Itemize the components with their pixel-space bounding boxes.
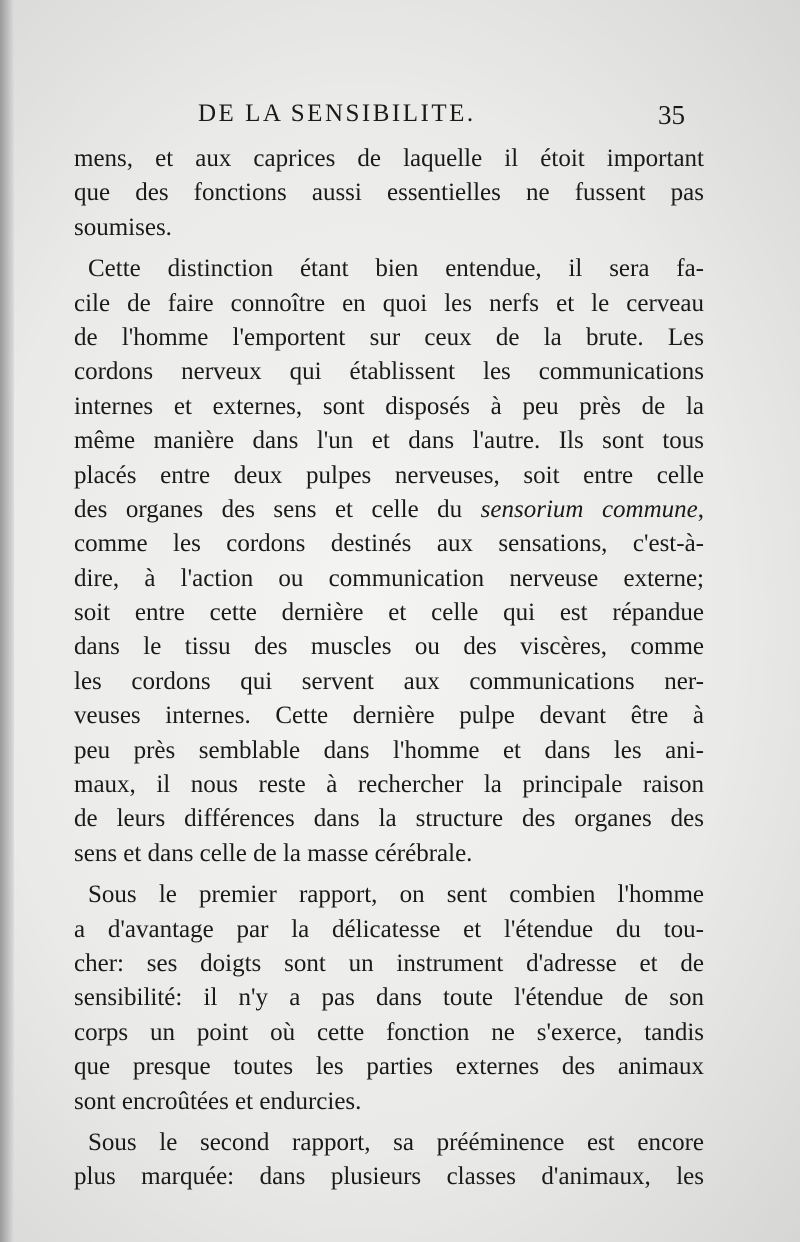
text-line: dans le tissu des muscles ou des viscères, comme (74, 633, 704, 661)
text-line: que des fonctions aussi essentielles ne fussent pas (74, 179, 704, 207)
text-line: dire, à l'action ou communication nerveuse externe; (74, 564, 704, 592)
text-line: comme les cordons destinés aux sensations, c'est-à- (74, 530, 704, 558)
text-line: mens, et aux caprices de laquelle il étoit important (74, 145, 704, 172)
text-line: Sous le premier rapport, on sent combien l'homme (88, 881, 704, 909)
text-line: veuses internes. Cette dernière pulpe devant être à (74, 702, 704, 730)
text-line-with-italic (74, 493, 704, 527)
text-line: Sous le second rapport, sa prééminence est encore (88, 1128, 704, 1156)
paragraph-3 (74, 878, 704, 1119)
text-line: que presque toutes les parties externes des animaux (74, 1053, 704, 1081)
text-line: cher: ses doigts sont un instrument d'adresse et de (74, 949, 704, 977)
text-line: Cette distinction étant bien entendue, il sera fa- (88, 255, 704, 283)
running-head-title: DE LA SENSIBILITE. (198, 100, 476, 127)
paragraph-4 (74, 1126, 704, 1195)
text-line: internes et externes, sont disposés à peu près de la (74, 392, 704, 420)
text-line: même manière dans l'un et dans l'autre. Ils sont tous (74, 427, 704, 455)
italic-phrase: sensorium commune (480, 495, 698, 523)
text-line: de leurs différences dans la structure des organes des (74, 805, 704, 833)
text-line: sensibilité: il n'y a pas dans toute l'étendue de son (74, 984, 704, 1012)
text-line: de l'homme l'emportent sur ceux de la brute. Les (74, 323, 704, 351)
text-segment: des organes des sens et celle du (74, 495, 463, 523)
text-line: sont encroûtées et endurcies. (74, 1087, 362, 1115)
paragraph-1 (74, 142, 704, 245)
text-line: maux, il nous reste à rechercher la principale raison (74, 771, 704, 799)
text-line: les cordons qui servent aux communications ner- (74, 667, 704, 695)
text-segment: , (697, 495, 704, 523)
text-line: sens et dans celle de la masse cérébrale. (74, 839, 473, 867)
text-line: cile de faire connoître en quoi les nerfs et le cerveau (74, 289, 704, 317)
text-line: a d'avantage par la délicatesse et l'étendue du tou- (74, 915, 704, 943)
text-line: cordons nerveux qui établissent les communications (74, 358, 704, 386)
page-number: 35 (658, 100, 685, 130)
text-line: soit entre cette dernière et celle qui est répandue (74, 599, 704, 627)
text-line: soumises. (74, 213, 172, 241)
paragraph-2 (74, 252, 704, 871)
text-line: peu près semblable dans l'homme et dans les ani- (74, 736, 704, 764)
text-line: plus marquée: dans plusieurs classes d'animaux, les (74, 1163, 704, 1191)
body-text (74, 142, 704, 1195)
running-header (0, 100, 800, 136)
text-line: corps un point où cette fonction ne s'exerce, tandis (74, 1018, 704, 1046)
page-edge-shadow (0, 0, 14, 1242)
text-line: placés entre deux pulpes nerveuses, soit entre celle (74, 461, 704, 489)
